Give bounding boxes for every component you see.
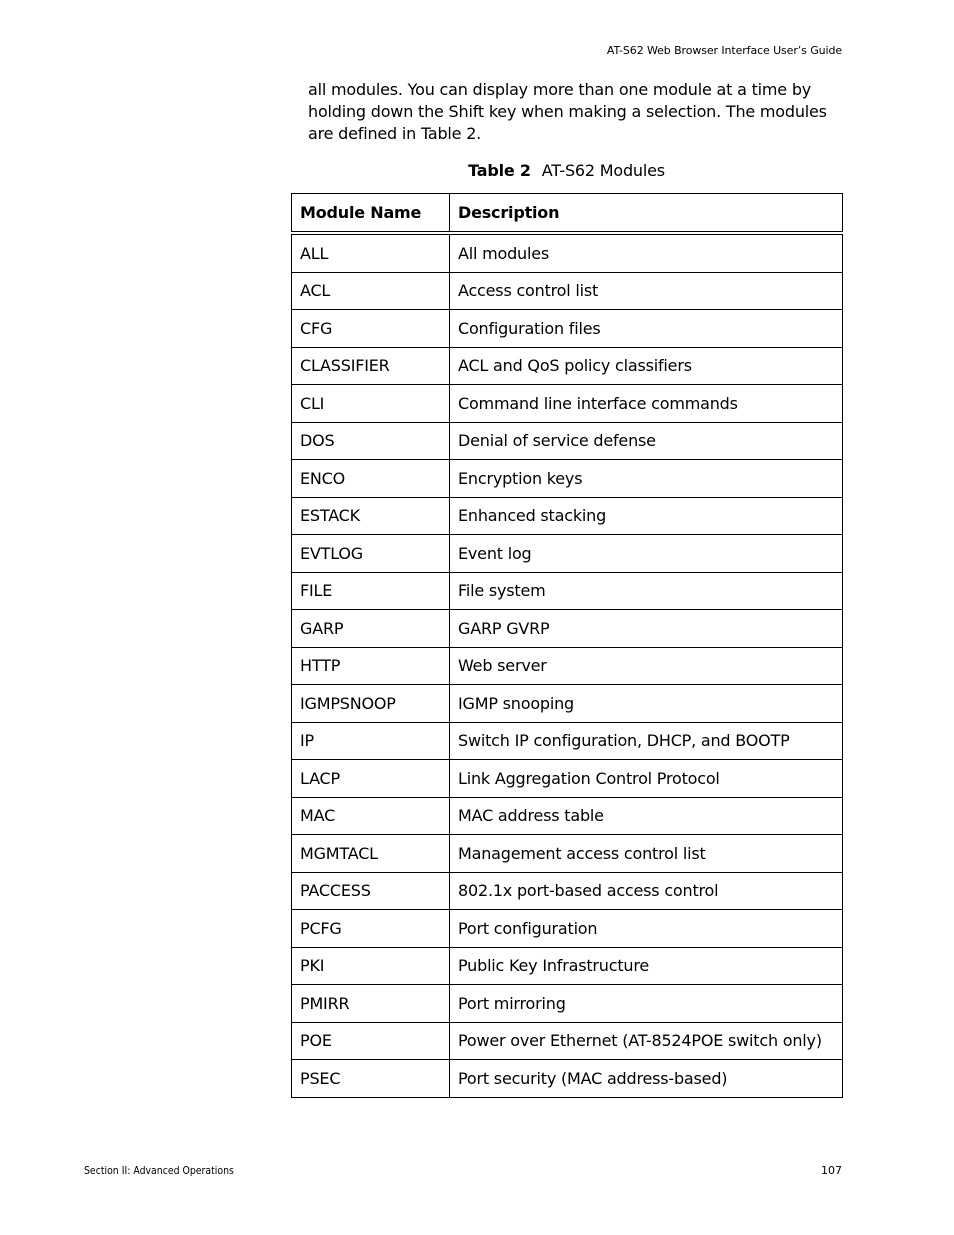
module-description-cell: All modules: [450, 233, 843, 272]
module-name-cell: HTTP: [292, 647, 450, 685]
module-name-cell: IGMPSNOOP: [292, 685, 450, 723]
module-name-cell: PMIRR: [292, 985, 450, 1023]
intro-paragraph: all modules. You can display more than one module at a time by holding down the Shift key when making a selection. The modules are defined in Table 2.: [308, 80, 827, 143]
table-row: [292, 535, 843, 573]
module-description-cell: ACL and QoS policy classifiers: [450, 347, 843, 385]
table-row: [292, 572, 843, 610]
module-description-cell: Denial of service defense: [450, 422, 843, 460]
module-description-cell: Web server: [450, 647, 843, 685]
module-description-cell: IGMP snooping: [450, 685, 843, 723]
module-description-cell: Management access control list: [450, 835, 843, 873]
table-body: [292, 233, 843, 1097]
page-number: 107: [821, 1164, 842, 1177]
footer-section: Section II: Advanced Operations: [84, 1164, 234, 1177]
module-name-cell: EVTLOG: [292, 535, 450, 573]
module-description-cell: GARP GVRP: [450, 610, 843, 648]
module-description-cell: Port mirroring: [450, 985, 843, 1023]
module-name-cell: GARP: [292, 610, 450, 648]
table-caption-title: AT-S62 Modules: [541, 161, 665, 180]
module-name-cell: ALL: [292, 233, 450, 272]
table-row: [292, 1060, 843, 1098]
table-row: [292, 385, 843, 423]
table-row: [292, 233, 843, 272]
table-caption-label: Table 2: [468, 161, 531, 180]
table-row: [292, 985, 843, 1023]
table-row: [292, 497, 843, 535]
module-description-cell: Event log: [450, 535, 843, 573]
table-row: [292, 872, 843, 910]
module-name-cell: PSEC: [292, 1060, 450, 1098]
table-row: [292, 610, 843, 648]
module-name-cell: CFG: [292, 310, 450, 348]
modules-table: [291, 193, 843, 1098]
column-header-module-name: Module Name: [292, 194, 450, 234]
module-description-cell: Port configuration: [450, 910, 843, 948]
module-name-cell: POE: [292, 1022, 450, 1060]
column-header-description: Description: [450, 194, 843, 234]
module-description-cell: Enhanced stacking: [450, 497, 843, 535]
running-header: AT-S62 Web Browser Interface User’s Guide: [606, 44, 842, 57]
module-description-cell: MAC address table: [450, 797, 843, 835]
module-name-cell: PCFG: [292, 910, 450, 948]
module-description-cell: Access control list: [450, 272, 843, 310]
module-description-cell: Power over Ethernet (AT-8524POE switch only): [450, 1022, 843, 1060]
module-description-cell: Configuration files: [450, 310, 843, 348]
table-row: [292, 647, 843, 685]
table-row: [292, 797, 843, 835]
table-row: [292, 910, 843, 948]
module-name-cell: FILE: [292, 572, 450, 610]
module-name-cell: MGMTACL: [292, 835, 450, 873]
module-name-cell: ENCO: [292, 460, 450, 498]
module-name-cell: CLASSIFIER: [292, 347, 450, 385]
table-caption: [291, 160, 842, 182]
module-name-cell: LACP: [292, 760, 450, 798]
module-description-cell: Command line interface commands: [450, 385, 843, 423]
table-row: [292, 1022, 843, 1060]
module-name-cell: PKI: [292, 947, 450, 985]
module-name-cell: IP: [292, 722, 450, 760]
table-row: [292, 685, 843, 723]
table-row: [292, 835, 843, 873]
module-name-cell: DOS: [292, 422, 450, 460]
module-name-cell: CLI: [292, 385, 450, 423]
module-description-cell: File system: [450, 572, 843, 610]
module-name-cell: ESTACK: [292, 497, 450, 535]
table-header-row: [292, 194, 843, 234]
module-description-cell: 802.1x port-based access control: [450, 872, 843, 910]
table-row: [292, 760, 843, 798]
table-row: [292, 310, 843, 348]
table-row: [292, 460, 843, 498]
module-description-cell: Port security (MAC address-based): [450, 1060, 843, 1098]
module-name-cell: MAC: [292, 797, 450, 835]
module-description-cell: Public Key Infrastructure: [450, 947, 843, 985]
module-description-cell: Link Aggregation Control Protocol: [450, 760, 843, 798]
table-row: [292, 272, 843, 310]
module-description-cell: Switch IP configuration, DHCP, and BOOTP: [450, 722, 843, 760]
table-row: [292, 722, 843, 760]
module-description-cell: Encryption keys: [450, 460, 843, 498]
table-row: [292, 422, 843, 460]
table-row: [292, 347, 843, 385]
module-name-cell: ACL: [292, 272, 450, 310]
table-row: [292, 947, 843, 985]
module-name-cell: PACCESS: [292, 872, 450, 910]
